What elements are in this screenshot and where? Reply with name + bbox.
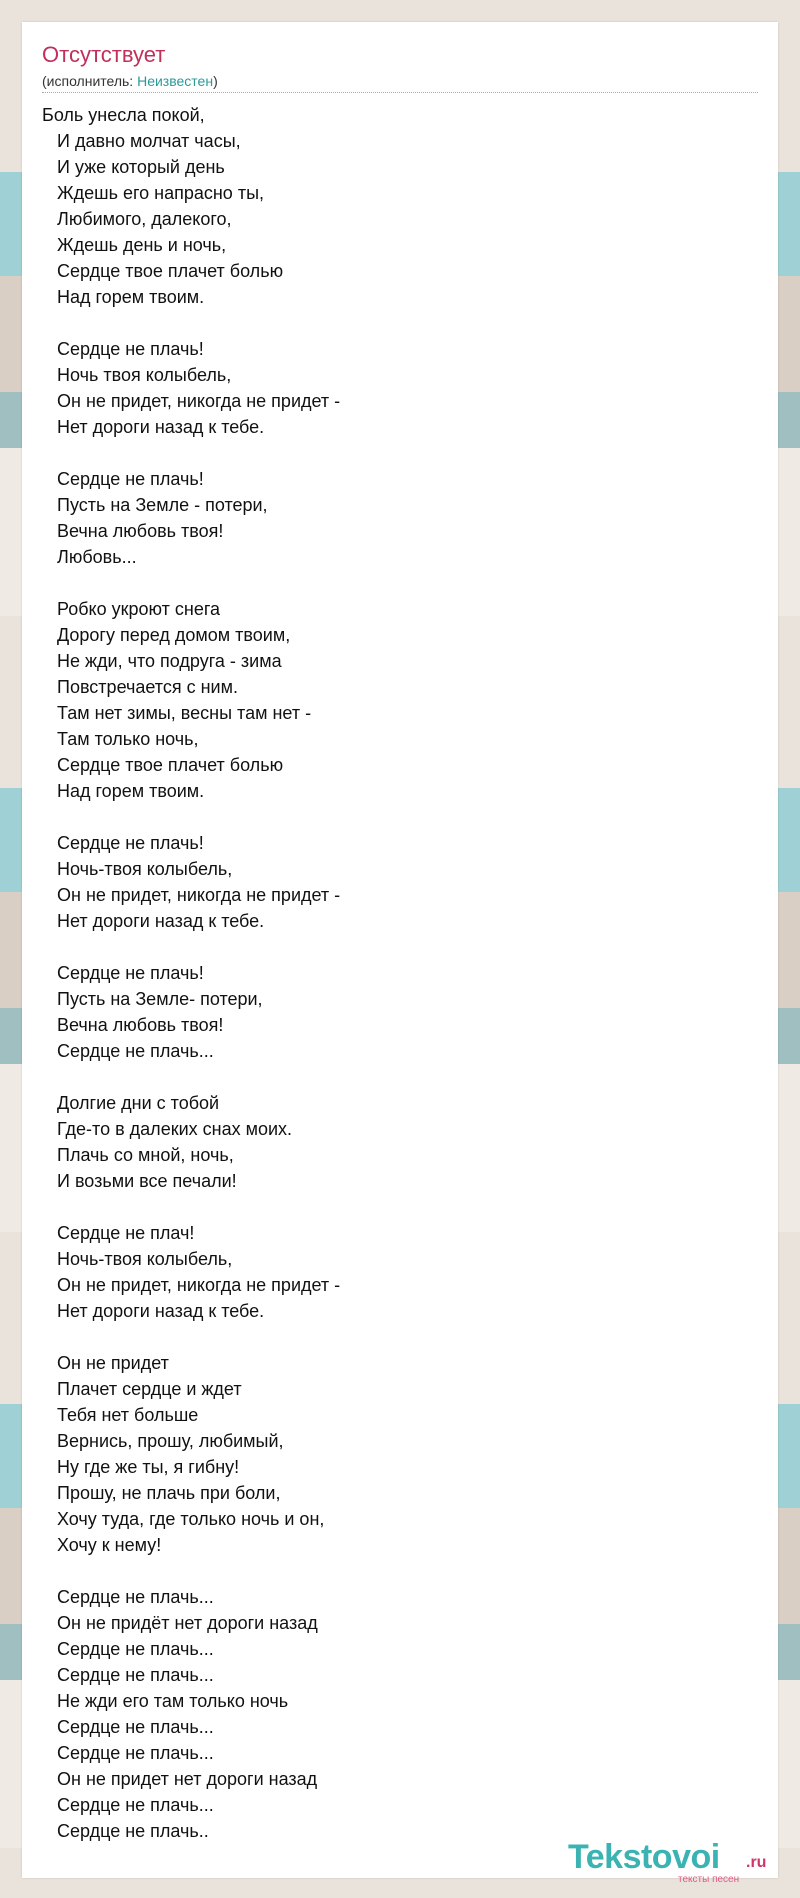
lyric-line: Сердце твое плачет болью: [42, 755, 284, 775]
lyric-line: Не жди его там только ночь: [42, 1691, 289, 1711]
lyric-line: Вернись, прошу, любимый,: [42, 1431, 284, 1451]
lyric-line: Ждешь день и ночь,: [42, 235, 227, 255]
lyric-line: Любимого, далекого,: [42, 209, 232, 229]
lyric-line: [42, 804, 758, 830]
lyric-line: Сердце не плачь!: [42, 469, 204, 489]
lyric-line: Он не придет, никогда не придет -: [42, 391, 341, 411]
lyric-line: [42, 440, 758, 466]
lyric-line: Сердце не плачь!: [42, 833, 204, 853]
lyric-line: Хочу туда, где только ночь и он,: [42, 1509, 325, 1529]
lyric-line: [42, 1194, 758, 1220]
lyric-line: Ну где же ты, я гибну!: [42, 1457, 240, 1477]
lyric-line: [42, 934, 758, 960]
lyric-line: Сердце не плачь...: [42, 1795, 214, 1815]
lyric-line: Нет дороги назад к тебе.: [42, 1301, 265, 1321]
lyric-line: Сердце не плачь..: [42, 1821, 209, 1841]
artist-link[interactable]: Неизвестен: [137, 73, 214, 89]
dotted-divider: [42, 92, 758, 93]
lyric-line: Ночь-твоя колыбель,: [42, 859, 233, 879]
lyric-line: [42, 1558, 758, 1584]
lyric-line: Вечна любовь твоя!: [42, 521, 224, 541]
lyric-line: Вечна любовь твоя!: [42, 1015, 224, 1035]
lyrics-text: [42, 102, 758, 1844]
logo-tld: .ru: [746, 1854, 767, 1871]
lyric-line: Он не придет, никогда не придет -: [42, 885, 341, 905]
lyric-line: Над горем твоим.: [42, 781, 205, 801]
lyric-line: Он не придет нет дороги назад: [42, 1769, 318, 1789]
lyric-line: Сердце не плачь...: [42, 1041, 214, 1061]
lyric-line: Ночь-твоя колыбель,: [42, 1249, 233, 1269]
lyric-line: Он не придёт нет дороги назад: [42, 1613, 318, 1633]
lyric-line: Тебя нет больше: [42, 1405, 199, 1425]
lyric-line: И уже который день: [42, 157, 225, 177]
lyric-line: Дорогу перед домом твоим,: [42, 625, 291, 645]
lyric-line: Там нет зимы, весны там нет -: [42, 703, 312, 723]
lyric-line: Плачь со мной, ночь,: [42, 1145, 234, 1165]
lyric-line: Любовь...: [42, 547, 137, 567]
lyric-line: Плачет сердце и ждет: [42, 1379, 242, 1399]
lyric-line: Робко укроют снега: [42, 599, 221, 619]
lyric-line: Сердце не плачь...: [42, 1639, 214, 1659]
lyric-line: И давно молчат часы,: [42, 131, 241, 151]
lyric-line: Пусть на Земле - потери,: [42, 495, 268, 515]
lyric-line: Пусть на Земле- потери,: [42, 989, 263, 1009]
lyric-line: [42, 310, 758, 336]
lyric-line: Сердце твое плачет болью: [42, 261, 284, 281]
lyric-line: Не жди, что подруга - зима: [42, 651, 282, 671]
lyric-line: И возьми все печали!: [42, 1171, 237, 1191]
lyric-line: Прошу, не плачь при боли,: [42, 1483, 281, 1503]
logo-tagline: тексты песен: [678, 1874, 740, 1885]
lyric-line: Сердце не плач!: [42, 1223, 195, 1243]
artist-suffix: ): [213, 73, 218, 89]
lyric-line: [42, 1064, 758, 1090]
lyric-line: Сердце не плачь!: [42, 963, 204, 983]
lyric-line: Сердце не плачь...: [42, 1743, 214, 1763]
lyric-line: Хочу к нему!: [42, 1535, 162, 1555]
lyric-line: Он не придет, никогда не придет -: [42, 1275, 341, 1295]
lyric-line: [42, 1324, 758, 1350]
lyric-line: Долгие дни с тобой: [42, 1093, 220, 1113]
lyric-line: Над горем твоим.: [42, 287, 205, 307]
lyric-line: Он не придет: [42, 1353, 169, 1373]
lyric-line: Сердце не плачь...: [42, 1587, 214, 1607]
lyric-line: [42, 570, 758, 596]
lyric-line: Там только ночь,: [42, 729, 199, 749]
artist-prefix: (исполнитель:: [42, 73, 138, 89]
song-title: Отсутствует: [42, 42, 166, 67]
lyric-line: Нет дороги назад к тебе.: [42, 911, 265, 931]
lyrics-card: [22, 22, 778, 1885]
lyric-line: Ночь твоя колыбель,: [42, 365, 232, 385]
lyric-line: Ждешь его напрасно ты,: [42, 183, 265, 203]
lyric-line: Сердце не плачь...: [42, 1717, 214, 1737]
lyric-line: Где-то в далеких снах моих.: [42, 1119, 293, 1139]
lyric-line: Боль унесла покой,: [42, 105, 205, 125]
site-logo[interactable]: [568, 1840, 768, 1884]
lyric-line: Сердце не плачь!: [42, 339, 204, 359]
artist-line: [42, 72, 218, 90]
logo-wordmark: Tekstovoi: [568, 1838, 720, 1876]
lyric-line: Повстречается с ним.: [42, 677, 238, 697]
lyric-line: Нет дороги назад к тебе.: [42, 417, 265, 437]
lyric-line: Сердце не плачь...: [42, 1665, 214, 1685]
